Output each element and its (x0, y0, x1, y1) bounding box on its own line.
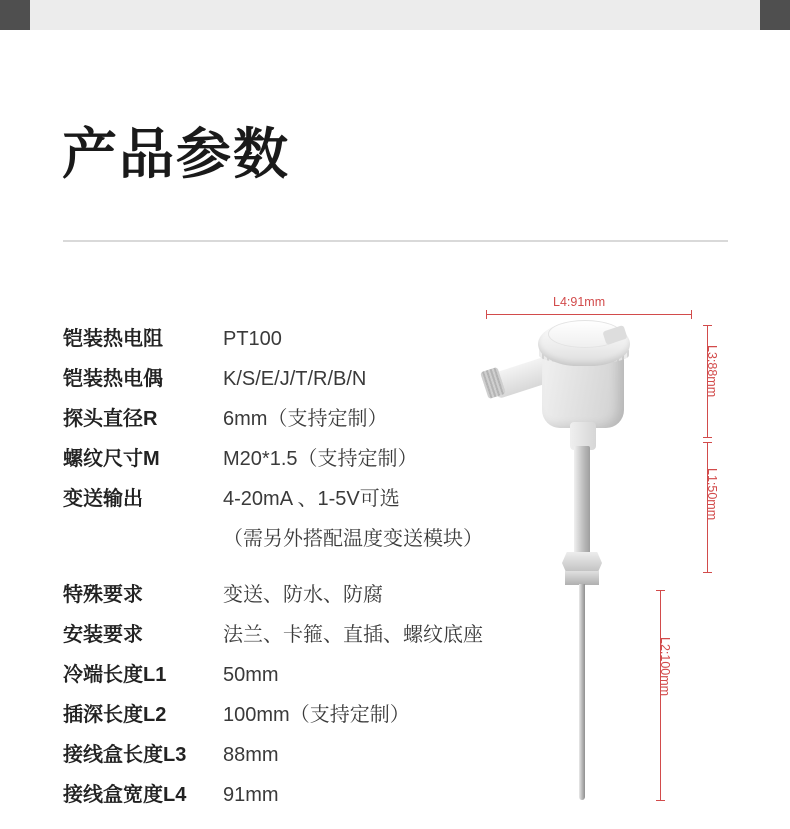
dimension-tick (703, 442, 712, 443)
spec-row (63, 362, 493, 402)
spec-label: 特殊要求 (63, 584, 143, 606)
spec-value: K/S/E/J/T/R/B/N (223, 368, 367, 390)
dimension-tick (691, 310, 692, 319)
spec-value: M20*1.5（支持定制） (223, 448, 418, 470)
spec-label: 探头直径R (63, 408, 158, 430)
dimension-label-l4: L4:91mm (553, 295, 606, 309)
spec-value: PT100 (223, 328, 282, 350)
spec-label: 冷端长度L1 (63, 664, 167, 686)
spec-row (63, 658, 493, 698)
dimension-tick (656, 800, 665, 801)
dimension-tick (656, 590, 665, 591)
spec-value: 50mm (223, 664, 279, 686)
spec-row (63, 738, 493, 778)
spec-value-continuation: （需另外搭配温度变送模块） (223, 528, 483, 550)
spec-list (63, 322, 493, 818)
thread-fitting (565, 571, 599, 585)
spec-label: 变送输出 (63, 488, 143, 510)
spec-label: 螺纹尺寸M (63, 448, 160, 470)
spec-row (63, 778, 493, 818)
spec-value: 变送、防水、防腐 (223, 584, 383, 606)
dimension-line-l4 (486, 314, 691, 315)
spec-label: 接线盒长度L3 (63, 744, 187, 766)
dimension-tick (703, 325, 712, 326)
spec-row (63, 578, 493, 618)
spec-label: 安装要求 (63, 624, 143, 646)
dimension-tick (703, 572, 712, 573)
spec-value: 6mm（支持定制） (223, 408, 388, 430)
spec-value: 100mm（支持定制） (223, 704, 410, 726)
probe-rod (579, 584, 585, 800)
spec-row (63, 482, 493, 522)
dimension-tick (486, 310, 487, 319)
top-band (0, 0, 790, 30)
spec-row (63, 698, 493, 738)
spec-label: 接线盒宽度L4 (63, 784, 187, 806)
dimension-label-l3: L3:88mm (705, 345, 719, 398)
sensor-stem (574, 446, 590, 554)
spec-label: 铠装热电偶 (63, 368, 163, 390)
spec-row (63, 402, 493, 442)
spec-row (63, 322, 493, 362)
spec-value: 88mm (223, 744, 279, 766)
dimension-tick (703, 437, 712, 438)
spec-value: 4-20mA 、1-5V可选 (223, 488, 400, 510)
product-illustration (470, 290, 770, 810)
dimension-label-l2: L2:100mm (658, 637, 672, 697)
spec-value: 法兰、卡箍、直插、螺纹底座 (223, 624, 483, 646)
spec-row (63, 618, 493, 658)
spec-row (63, 442, 493, 482)
top-band-inner (30, 0, 760, 30)
dimension-label-l1: L1:50mm (705, 468, 719, 521)
title-divider (63, 240, 728, 242)
spec-label: 铠装热电阻 (63, 328, 163, 350)
spec-label: 插深长度L2 (63, 704, 167, 726)
spec-value: 91mm (223, 784, 279, 806)
page-title: 产品参数 (62, 123, 291, 185)
